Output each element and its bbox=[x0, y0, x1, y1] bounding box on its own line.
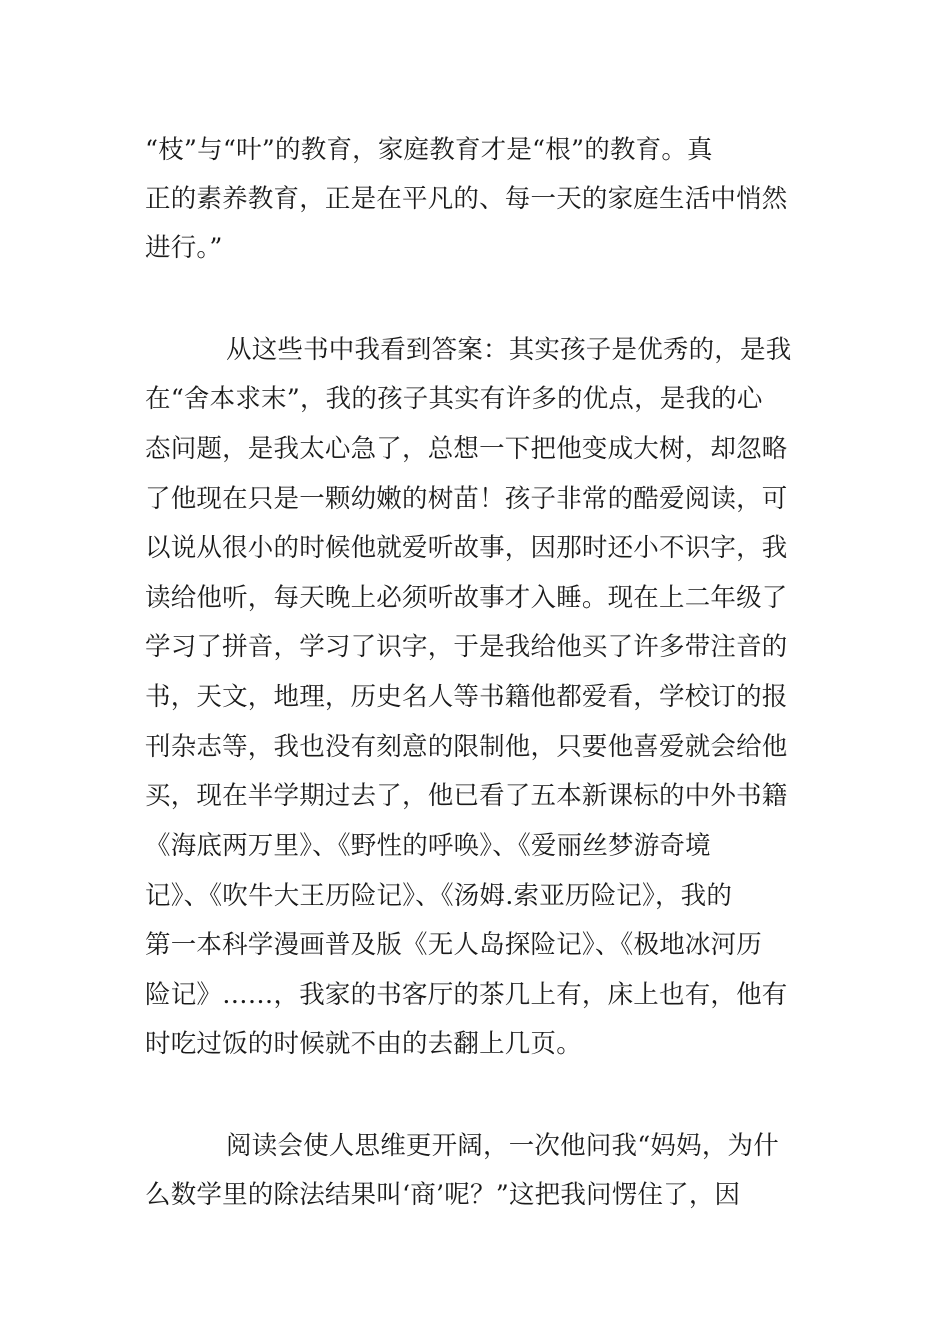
text-line: 阅读会使人思维更开阔，一次他问我“妈妈，为什 bbox=[226, 1131, 779, 1161]
text-line: 买，现在半学期过去了，他已看了五本新课标的中外书籍 bbox=[145, 781, 788, 811]
text-line: 么数学里的除法结果叫‘商’呢？”这把我问愣住了，因 bbox=[145, 1180, 741, 1210]
text-line: 读给他听，每天晚上必须听故事才入睡。现在上二年级了 bbox=[145, 583, 788, 613]
text-line: 在“舍本求末”，我的孩子其实有许多的优点，是我的心 bbox=[145, 384, 763, 414]
text-line: 刊杂志等，我也没有刻意的限制他，只要他喜爱就会给他 bbox=[145, 732, 788, 762]
text-line: 正的素养教育，正是在平凡的、每一天的家庭生活中悄然 bbox=[145, 184, 788, 214]
text-line: 态问题，是我太心急了，总想一下把他变成大树，却忽略 bbox=[145, 434, 788, 464]
text-line: 了他现在只是一颗幼嫩的树苗！孩子非常的酷爱阅读，可 bbox=[145, 484, 788, 514]
text-line: 时吃过饭的时候就不由的去翻上几页。 bbox=[145, 1029, 582, 1059]
text-line: 《海底两万里》、《野性的呼唤》、《爱丽丝梦游奇境 bbox=[145, 831, 711, 861]
text-line: 以说从很小的时候他就爱听故事，因那时还小不识字，我 bbox=[145, 533, 788, 563]
text-line: 学习了拼音，学习了识字，于是我给他买了许多带注音的 bbox=[145, 632, 788, 662]
text-line: 书，天文，地理，历史名人等书籍他都爱看，学校订的报 bbox=[145, 682, 788, 712]
text-line: 进行。” bbox=[145, 233, 223, 263]
text-line: 从这些书中我看到答案：其实孩子是优秀的，是我 bbox=[226, 335, 792, 365]
text-line: 第一本科学漫画普及版《无人岛探险记》、《极地冰河历 bbox=[145, 930, 763, 960]
text-line: “枝”与“叶”的教育，家庭教育才是“根”的教育。真 bbox=[145, 135, 713, 165]
text-line: 险记》……，我家的书客厅的茶几上有，床上也有，他有 bbox=[145, 980, 788, 1010]
text-line: 记》、《吹牛大王历险记》、《汤姆.索亚历险记》，我的 bbox=[145, 881, 733, 911]
